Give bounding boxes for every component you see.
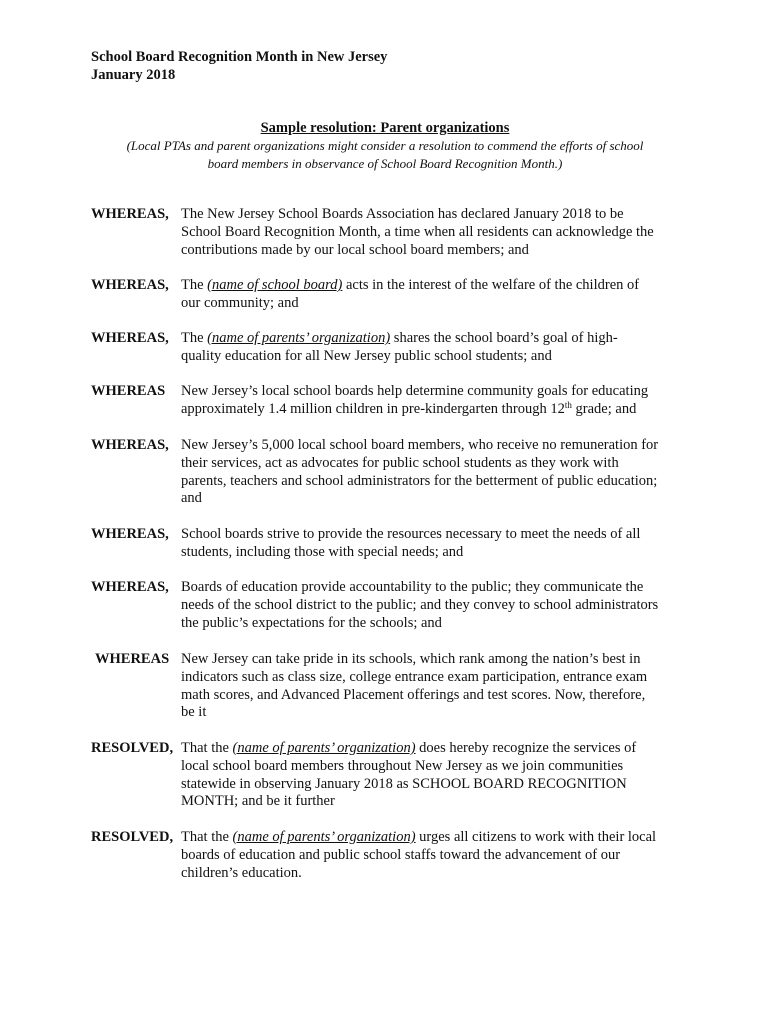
placeholder-parents-organization: (name of parents’ organization) [232, 740, 416, 756]
clause-line: That the (name of parents’ organization) does hereby recognize the services of [181, 740, 637, 756]
clause-line: The (name of school board) acts in the interest of the welfare of the children of [181, 277, 640, 293]
clause-line: students, including those with special needs; and [181, 543, 464, 560]
clause-line: children’s education. [181, 864, 302, 881]
resolved-clause-1 [91, 740, 691, 811]
document-header [91, 48, 387, 84]
clause-body [181, 206, 691, 259]
clause-line: quality education for all New Jersey public school students; and [181, 347, 552, 364]
header-date: January 2018 [91, 67, 176, 83]
clause-line: Boards of education provide accountability to the public; they communicate the [181, 579, 644, 595]
whereas-clause-6 [91, 526, 691, 562]
clause-line: New Jersey’s local school boards help determine community goals for educating [181, 383, 649, 399]
clause-label: WHEREAS, [91, 437, 169, 453]
clause-body [181, 579, 691, 632]
clause-line: boards of education and public school staffs toward the advancement of our [181, 846, 621, 863]
clause-body [181, 740, 691, 811]
subtitle-line: board members in observance of School Board Recognition Month.) [207, 155, 563, 171]
clause-line: and [181, 490, 202, 507]
clause-line: be it [181, 704, 207, 721]
clause-body [181, 829, 691, 882]
clause-line: needs of the school district to the public; and they convey to school administrators [181, 596, 659, 613]
clause-line: statewide in observing January 2018 as SCHOOL BOARD RECOGNITION [181, 775, 627, 792]
clause-line: our community; and [181, 294, 299, 311]
placeholder-parents-organization: (name of parents’ organization) [232, 829, 416, 845]
whereas-clause-5 [91, 437, 691, 508]
resolution-subtitle [0, 137, 770, 172]
clause-line: approximately 1.4 million children in pre-kindergarten through 12th grade; and [181, 399, 637, 417]
clause-label: WHEREAS, [91, 277, 169, 293]
clause-line: School Board Recognition Month, a time when all residents can acknowledge the [181, 223, 654, 240]
resolved-clause-2 [91, 829, 691, 882]
clause-body [181, 330, 691, 366]
placeholder-school-board: (name of school board) [207, 277, 343, 293]
whereas-clause-1 [91, 206, 691, 259]
clause-body [181, 437, 691, 508]
clause-line: School boards strive to provide the resources necessary to meet the needs of all [181, 526, 641, 542]
clause-label: WHEREAS [91, 383, 166, 399]
whereas-clause-7 [91, 579, 691, 632]
clause-line: the public’s expectations for the schools; and [181, 614, 442, 631]
clause-line: their services, act as advocates for public school students as they work with [181, 454, 619, 471]
clause-line: local school board members throughout New Jersey as we join communities [181, 757, 624, 774]
clause-line: The (name of parents’ organization) shares the school board’s goal of high- [181, 330, 618, 346]
clause-line: That the (name of parents’ organization) urges all citizens to work with their local [181, 829, 657, 845]
clause-label: WHEREAS, [91, 206, 169, 222]
clause-body [181, 383, 691, 419]
subtitle-line: (Local PTAs and parent organizations might consider a resolution to commend the efforts of school [126, 138, 644, 153]
clause-label: WHEREAS, [91, 330, 169, 346]
clause-body [181, 526, 691, 562]
whereas-clause-3 [91, 330, 691, 366]
clause-label: WHEREAS [95, 651, 170, 667]
clause-line: indicators such as class size, college entrance exam participation, entrance exam [181, 668, 648, 685]
header-title: School Board Recognition Month in New Jersey [91, 49, 388, 65]
clause-line: parents, teachers and school administrators for the betterment of public education; [181, 472, 658, 489]
clause-line: New Jersey’s 5,000 local school board members, who receive no remuneration for [181, 437, 659, 453]
clause-line: New Jersey can take pride in its schools, which rank among the nation’s best in [181, 651, 641, 667]
clause-label: RESOLVED, [91, 740, 174, 756]
clause-body [181, 651, 691, 722]
clause-label: WHEREAS, [91, 579, 169, 595]
clause-line: math scores, and Advanced Placement offerings and test scores. Now, therefore, [181, 686, 646, 703]
clause-line: contributions made by our local school board members; and [181, 241, 529, 258]
resolution-title: Sample resolution: Parent organizations [260, 120, 510, 136]
clause-line: MONTH; and be it further [181, 793, 335, 810]
clause-line: The New Jersey School Boards Association has declared January 2018 to be [181, 206, 624, 222]
clause-label: RESOLVED, [91, 829, 174, 845]
clause-label: WHEREAS, [91, 526, 169, 542]
clause-body [181, 277, 691, 313]
whereas-clause-8 [91, 651, 691, 722]
placeholder-parents-organization: (name of parents’ organization) [207, 330, 391, 346]
whereas-clause-2 [91, 277, 691, 313]
whereas-clause-4 [91, 383, 691, 419]
ordinal-suffix: th [564, 399, 572, 410]
